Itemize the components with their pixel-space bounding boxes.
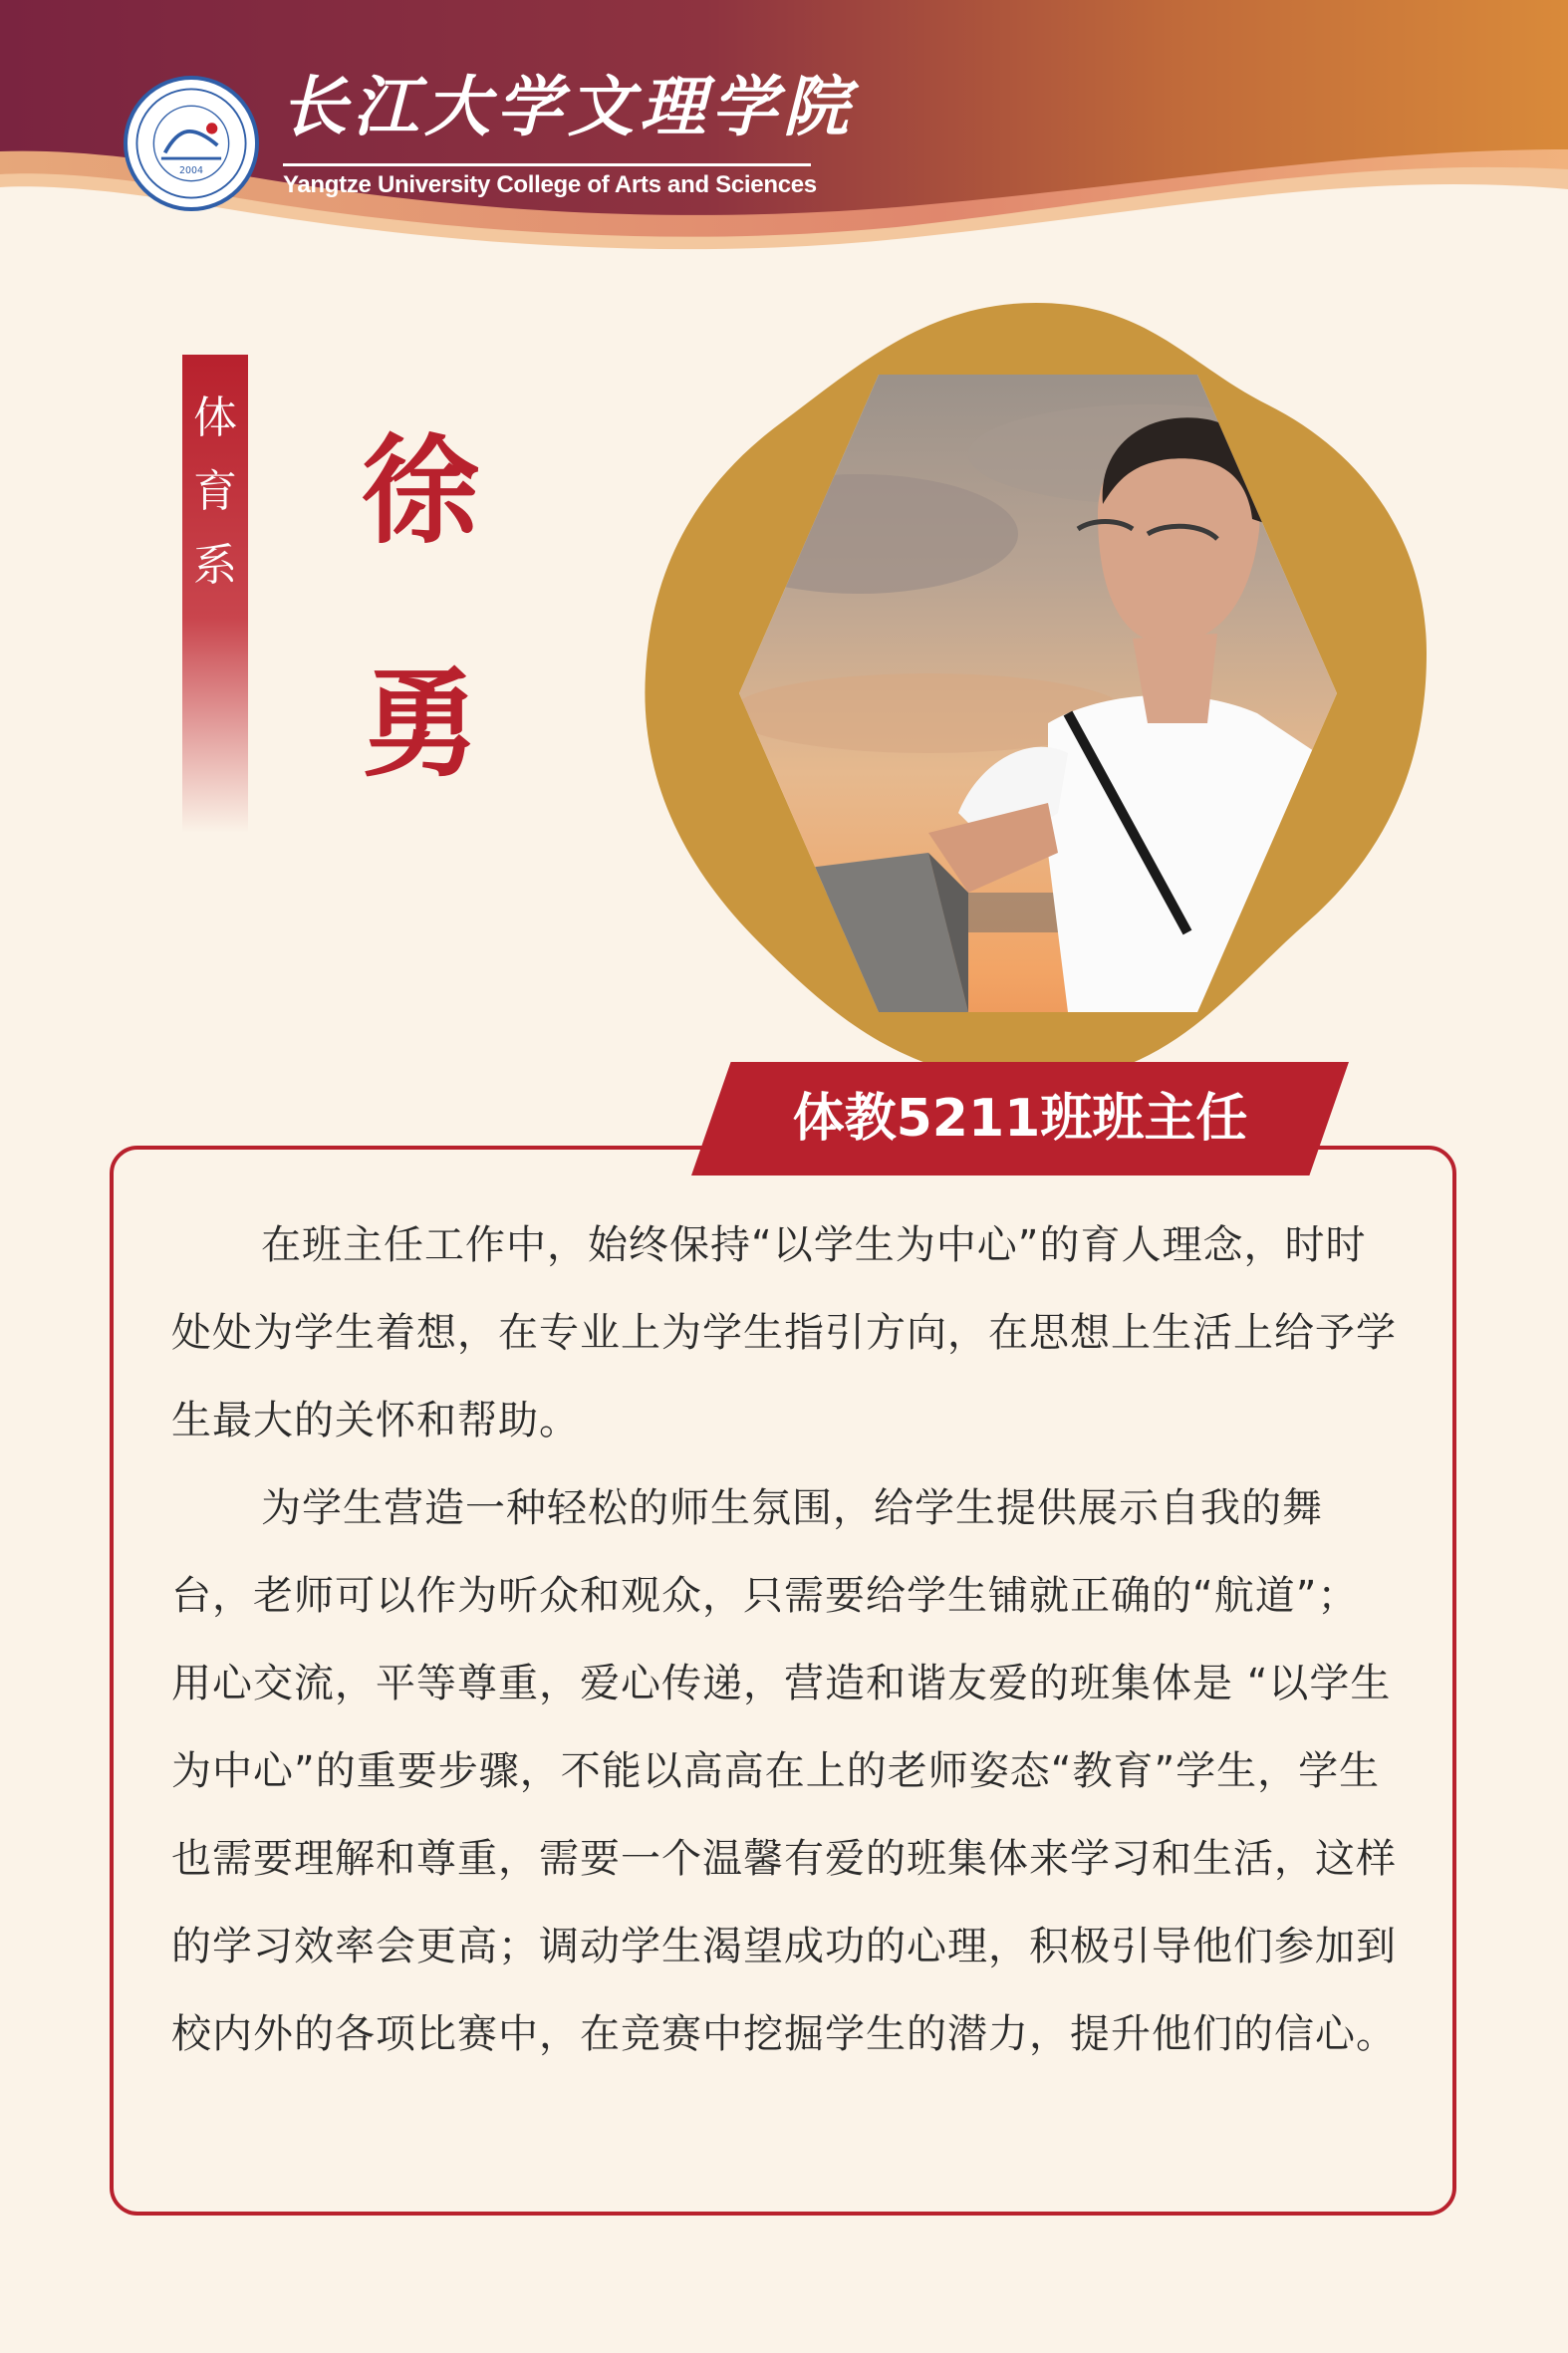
department-label: [182, 355, 248, 833]
bio-paragraph: 为学生营造一种轻松的师生氛围，给学生提供展示自我的舞台，老师可以作为听众和观众，只需要给学生铺就正确的“航道”；用心交流，平等尊重，爱心传递，营造和谐友爱的班集体是 “以学生为中心”的重要步骤，不能以高高在上的老师姿态“教育”学生，学生也需要理解和尊重，需要一个温馨有爱的班集体来学习和生活，这样的学习效率会更高；调动学生渴望成功的心理，积极引导他们参加到校内外的各项比赛中，在竞赛中挖掘学生的潜力，提升他们的信心。: [171, 1485, 1397, 2057]
department-char: 体: [193, 392, 237, 443]
school-name-en: Yangtze University College of Arts and Sciences: [283, 171, 817, 198]
school-name-divider: [283, 163, 811, 166]
department-char: 系: [193, 540, 237, 591]
bio-paragraph: 在班主任工作中，始终保持“以学生为中心”的育人理念，时时处处为学生着想，在专业上为学生指引方向，在思想上生活上给予学生最大的关怀和帮助。: [171, 1222, 1397, 1443]
role-title: 体教5211班班主任: [792, 1089, 1248, 1149]
teacher-name-char: 徐: [361, 421, 479, 560]
logo-year: 2004: [179, 165, 203, 177]
school-name-cn: 长江大学文理学院: [281, 68, 855, 145]
teacher-photo: [630, 295, 1442, 1092]
teacher-name-char: 勇: [361, 654, 479, 793]
school-emblem-icon: [124, 76, 259, 211]
department-char: 育: [193, 466, 237, 517]
